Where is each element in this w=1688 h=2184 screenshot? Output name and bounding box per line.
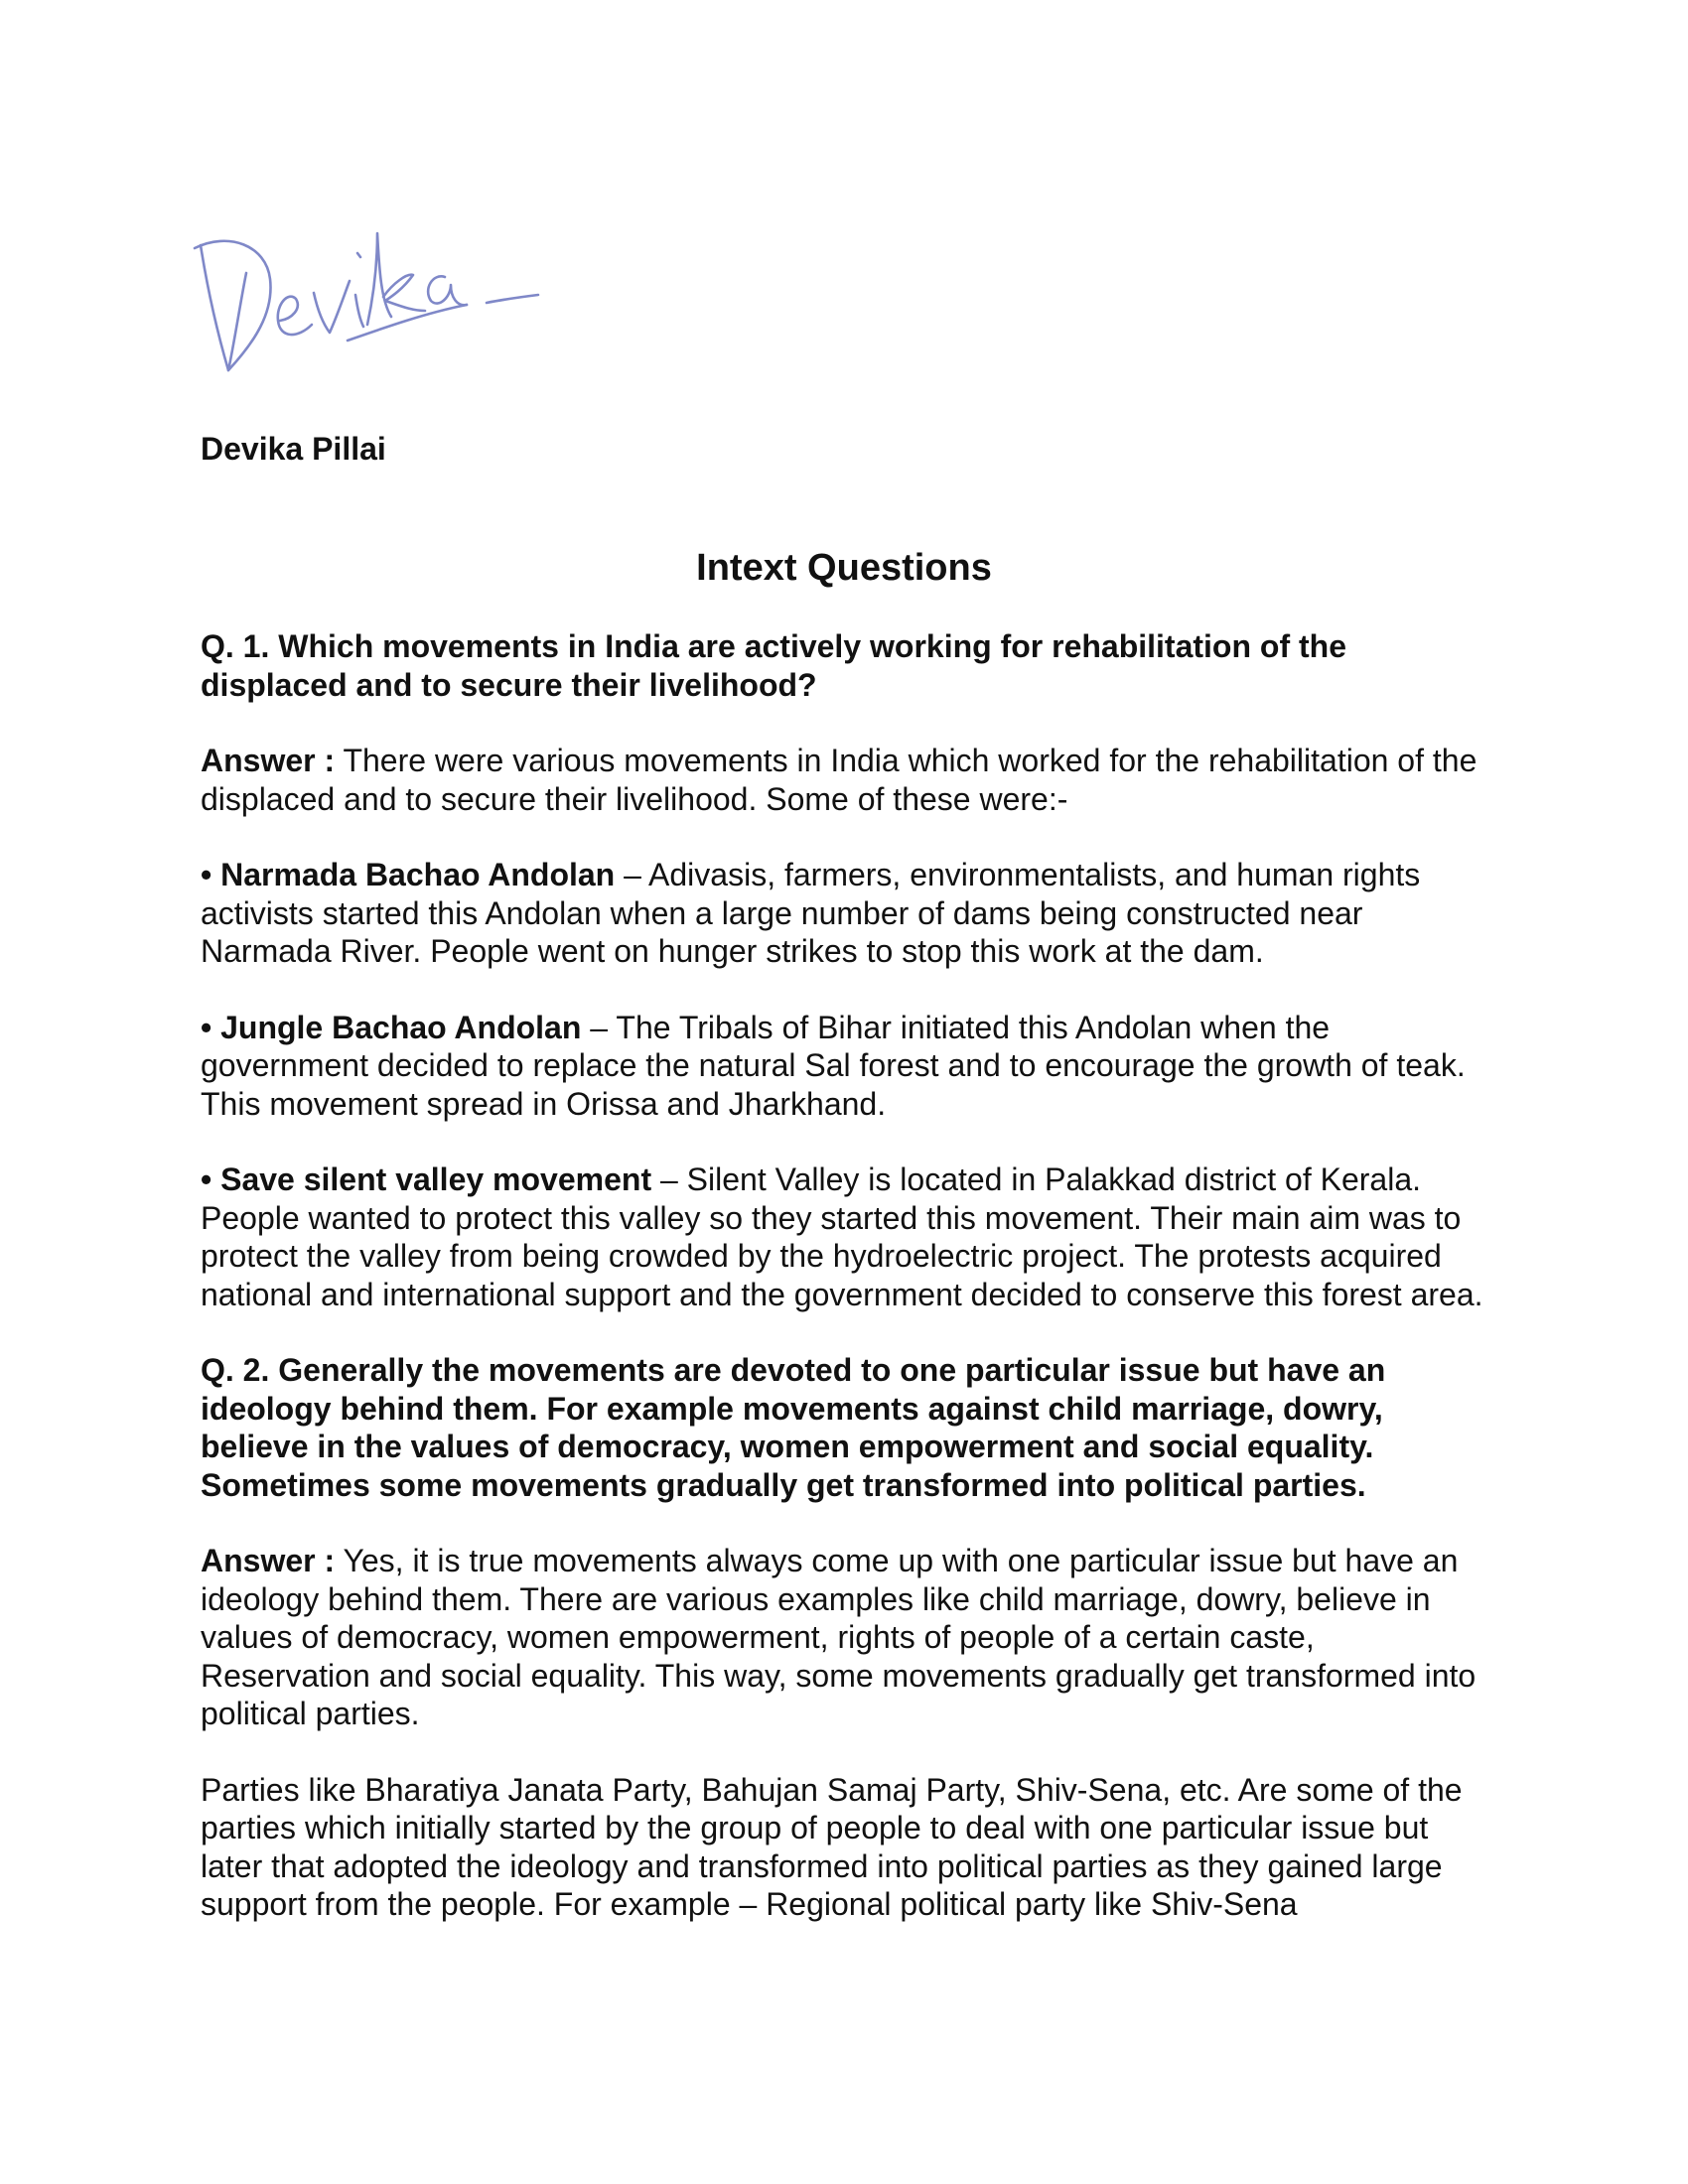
bullet-text: – Silent Valley is located in Palakkad district of Kerala. People wanted to protect this valley so they started this movement. Their main aim was to protect the valley from being crowded by the hydroelectric project. The protests acquired national and international support and the government decided to conserve this forest area.	[201, 1161, 1483, 1312]
answer-label: Answer :	[201, 1543, 336, 1578]
bullet-title: Narmada Bachao Andolan	[220, 857, 616, 892]
page-title: Intext Questions	[696, 547, 992, 589]
author-name: Devika Pillai	[201, 431, 386, 467]
question-2: Q. 2. Generally the movements are devoted to one particular issue but have an ideology behind them. For example movements against child marriage, dowry, believe in the values of democracy, women empowerment and social equality. Sometimes some movements gradually get transformed into political parties.	[201, 1352, 1386, 1503]
bullet-marker: •	[201, 857, 221, 892]
bullet-marker: •	[201, 1009, 221, 1045]
answer-1	[201, 742, 1491, 818]
bullet-text: – Adivasis, farmers, environmentalists, and human rights activists started this Andolan when a large number of dams being constructed near Narmada River. People went on hunger strikes to stop this work at the dam.	[201, 857, 1421, 969]
answer-label: Answer :	[201, 743, 336, 778]
bullet-jungle	[201, 1009, 1491, 1124]
answer-2	[201, 1542, 1491, 1733]
bullet-title: Jungle Bachao Andolan	[220, 1009, 582, 1045]
answer-2-paragraph: Parties like Bharatiya Janata Party, Bahujan Samaj Party, Shiv-Sena, etc. Are some of the parties which initially started by the group of people to deal with one particular issue but later that adopted the ideology and transformed into political parties as they gained large support from the people. For example – Regional political party like Shiv-Sena	[201, 1771, 1463, 1922]
answer-1-text: There were various movements in India which worked for the rehabilitation of the displaced and to secure their livelihood. Some of these were:-	[201, 743, 1477, 817]
bullet-silent-valley	[201, 1160, 1491, 1313]
document-body	[201, 627, 1491, 1962]
handwritten-signature	[189, 194, 606, 392]
bullet-marker: •	[201, 1161, 221, 1197]
question-1: Q. 1. Which movements in India are actively working for rehabilitation of the displaced and to secure their livelihood?	[201, 628, 1346, 703]
bullet-title: Save silent valley movement	[220, 1161, 652, 1197]
bullet-text: – The Tribals of Bihar initiated this Andolan when the government decided to replace the natural Sal forest and to encourage the growth of teak. This movement spread in Orissa and Jharkhand.	[201, 1009, 1466, 1122]
answer-2-text: Yes, it is true movements always come up with one particular issue but have an ideology behind them. There are various examples like child marriage, dowry, believe in values of democracy, women empowerment, rights of people of a certain caste, Reservation and social equality. This way, some movements gradually get transformed into political parties.	[201, 1543, 1477, 1731]
bullet-narmada	[201, 856, 1491, 971]
